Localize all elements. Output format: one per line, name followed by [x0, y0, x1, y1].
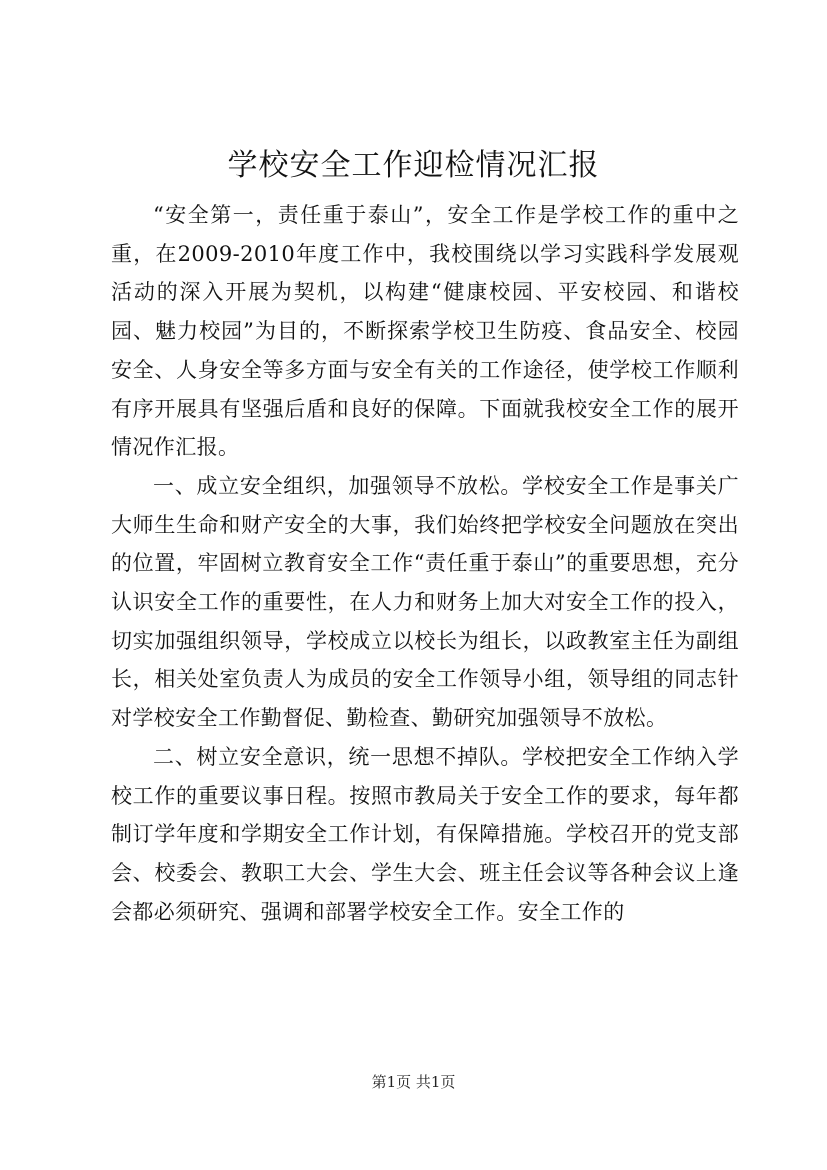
paragraph-section-2: 二、树立安全意识，统一思想不掉队。学校把安全工作纳入学校工作的重要议事日程。按照市教局关于安全工作的要求，每年都制订学年度和学期安全工作计划，有保障措施。学校召开的党支部会、校委会、教职工大会、学生大会、班主任会议等各种会议上逢会都必须研究、强调和部署学校安全工作。安全工作的 [111, 744, 739, 924]
paragraph-section-1: 一、成立安全组织，加强领导不放松。学校安全工作是事关广大师生生命和财产安全的大事，我们始终把学校安全问题放在突出的位置，牢固树立教育安全工作“责任重于泰山”的重要思想，充分认识安全工作的重要性，在人力和财务上加大对安全工作的投入，切实加强组织领导，学校成立以校长为组长，以政教室主任为副组长，相关处室负责人为成员的安全工作领导小组，领导组的同志针对学校安全工作勤督促、勤检查、勤研究加强领导不放松。 [111, 473, 739, 731]
paragraph-intro: “安全第一，责任重于泰山”，安全工作是学校工作的重中之重，在2009-2010年度工作中，我校围绕以学习实践科学发展观活动的深入开展为契机，以构建“健康校园、平安校园、和谐校园、魅力校园”为目的，不断探索学校卫生防疫、食品安全、校园安全、人身安全等多方面与安全有关的工作途径，使学校工作顺利有序开展具有坚强后盾和良好的保障。下面就我校安全工作的展开情况作汇报。 [111, 203, 739, 460]
document-body [111, 196, 739, 931]
document-title: 学校安全工作迎检情况汇报 [227, 148, 600, 183]
page-footer: 第1页 共1页 [371, 1073, 456, 1091]
